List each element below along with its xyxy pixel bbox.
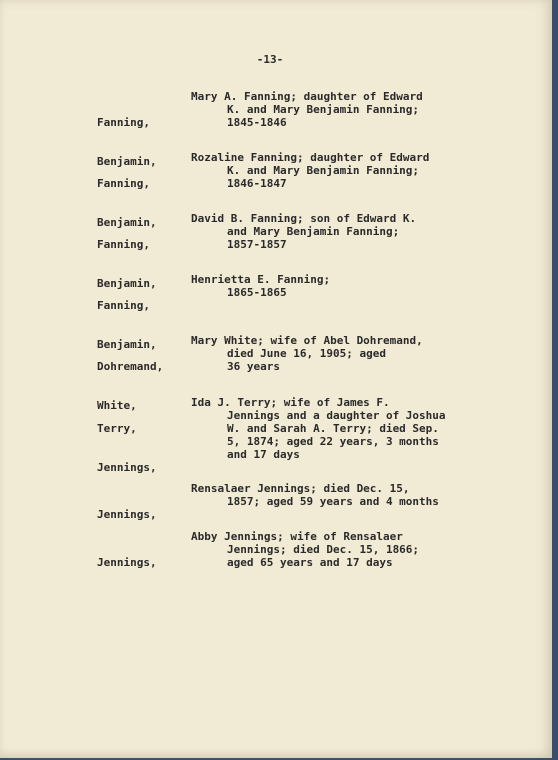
description-line: W. and Sarah A. Terry; died Sep. <box>227 422 439 435</box>
description-line: 1857-1857 <box>227 238 287 251</box>
record-description <box>191 530 521 569</box>
description-line: Rozaline Fanning; daughter of Edward <box>191 151 430 164</box>
record-description <box>191 482 521 508</box>
description-line: 1846-1847 <box>227 177 287 190</box>
surname: Fanning, <box>97 116 150 129</box>
description-line: 1865-1865 <box>227 286 287 299</box>
description-line: Mary White; wife of Abel Dohremand, <box>191 334 423 347</box>
description-line: Ida J. Terry; wife of James F. <box>191 396 390 409</box>
page-number: -13- <box>256 53 284 66</box>
surname: Jennings, <box>97 461 157 474</box>
surname: Dohremand, <box>97 360 164 373</box>
surname: Fanning, <box>97 299 150 312</box>
description-line: K. and Mary Benjamin Fanning; <box>227 164 420 177</box>
description-line: 36 years <box>227 360 280 373</box>
description-line: Jennings; died Dec. 15, 1866; <box>227 543 420 556</box>
description-line: Mary A. Fanning; daughter of Edward <box>191 90 423 103</box>
record-description <box>191 396 521 461</box>
record-description <box>191 334 521 373</box>
surname: Jennings, <box>97 556 157 569</box>
surname: Benjamin, <box>97 338 157 351</box>
record-description <box>191 90 521 129</box>
description-line: died June 16, 1905; aged <box>227 347 386 360</box>
description-line: and Mary Benjamin Fanning; <box>227 225 400 238</box>
surname: Benjamin, <box>97 155 157 168</box>
binder-edge <box>552 0 558 760</box>
description-line: Abby Jennings; wife of Rensalaer <box>191 530 403 543</box>
description-line: aged 65 years and 17 days <box>227 556 393 569</box>
surname: White, <box>97 399 137 412</box>
surname: Terry, <box>97 422 137 435</box>
record-description <box>191 273 521 299</box>
description-line: 1857; aged 59 years and 4 months <box>227 495 439 508</box>
surname: Fanning, <box>97 238 150 251</box>
description-line: K. and Mary Benjamin Fanning; <box>227 103 420 116</box>
description-line: 1845-1846 <box>227 116 287 129</box>
record-description <box>191 212 521 251</box>
surname: Benjamin, <box>97 277 157 290</box>
description-line: Jennings and a daughter of Joshua <box>227 409 446 422</box>
surname: Jennings, <box>97 508 157 521</box>
description-line: 5, 1874; aged 22 years, 3 months <box>227 435 439 448</box>
surname-list <box>97 530 189 595</box>
description-line: and 17 days <box>227 448 300 461</box>
surname: Benjamin, <box>97 216 157 229</box>
description-line: David B. Fanning; son of Edward K. <box>191 212 417 225</box>
record-description <box>191 151 521 190</box>
description-line: Rensalaer Jennings; died Dec. 15, <box>191 482 410 495</box>
surname: Fanning, <box>97 177 150 190</box>
description-line: Henrietta E. Fanning; <box>191 273 331 286</box>
